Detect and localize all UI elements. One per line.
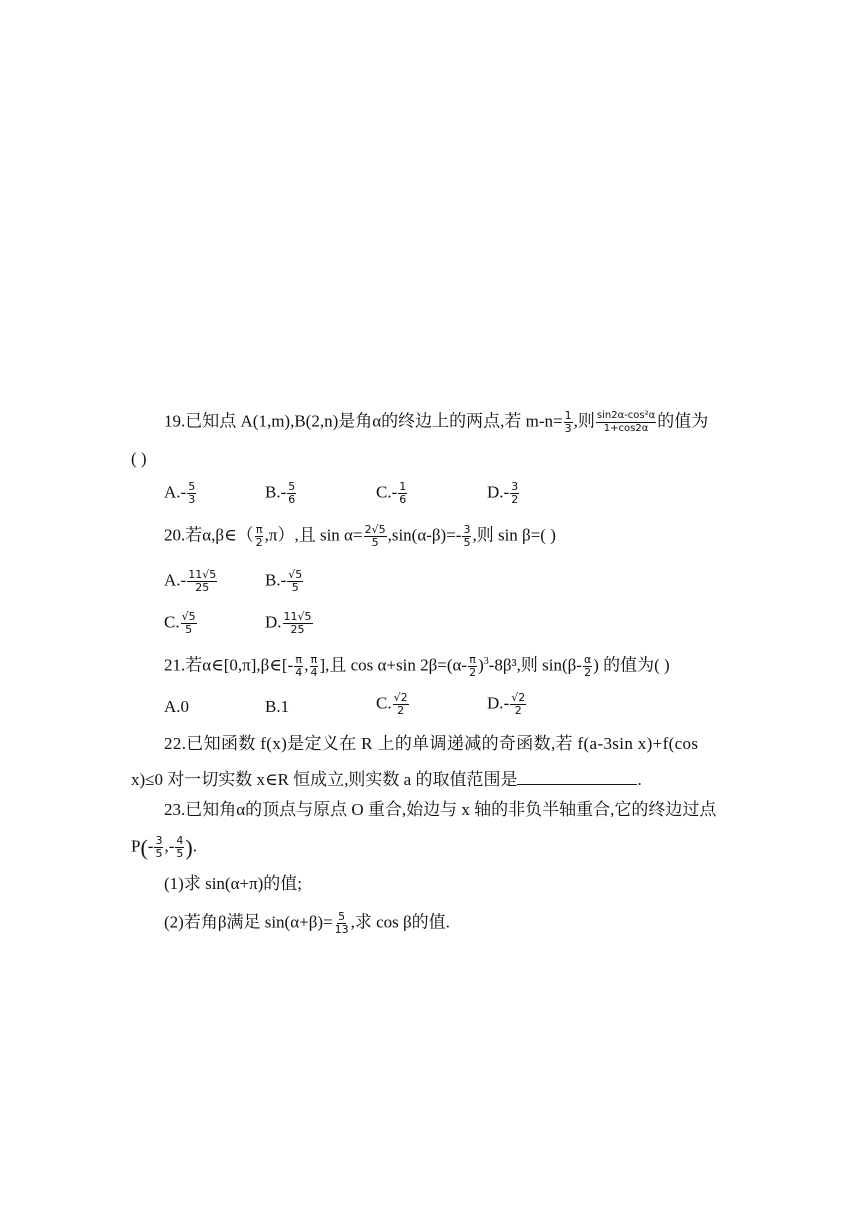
q20-fraction-3: $\frac{3}{5}$ (463, 523, 471, 549)
q21-stem: 21.若α∈[0,π],β∈[- $\frac{\pi}{4}$ , $\frac{\pi}{4}$ ],且 cos α+sin 2β=(α- $\frac{\pi}{2}$ )$^3$-8β³,则 sin(β- $\frac{\alpha}{2}$ ) 的值为( ) (164, 653, 670, 680)
q21-option-b: B.1 (265, 697, 290, 716)
q19-option-c: C.- $\frac{1}{6}$ (376, 480, 407, 506)
q20-stem: 20.若α,β∈（ $\frac{\pi}{2}$ ,π）,且 sin α= $\frac{2√5}{5}$ ,sin(α-β)=- $\frac{3}{5}$ ,则 sin β=( ) (164, 523, 556, 549)
q21-option-d: D.- $\frac{√2}{2}$ (487, 691, 526, 717)
q21-fraction-2: $\frac{\pi}{4}$ (310, 653, 318, 680)
q21-fraction-4: $\frac{\alpha}{2}$ (583, 653, 592, 680)
q19-option-a: A.- $\frac{5}{3}$ (164, 480, 196, 506)
q20-option-d: D. $\frac{11√5}{25}$ (265, 610, 312, 636)
q19-text3: 的值为 (657, 411, 709, 431)
q19-stem (164, 410, 708, 435)
q23-point: P(- $\frac{3}{5}$ ,- $\frac{4}{5}$ ). (131, 834, 197, 860)
q23-sub-2: (2)若角β满足 sin(α+β)= $\frac{5}{13}$ ,求 cos β的值. (164, 910, 450, 936)
q19-option-d: D.- $\frac{3}{2}$ (487, 480, 519, 506)
q20-option-c: C. $\frac{√5}{5}$ (164, 610, 196, 636)
q19-fraction-1: $\frac{1}{3}$ (564, 409, 572, 435)
q21-fraction-3: $\frac{\pi}{2}$ (469, 653, 477, 680)
q22-answer-blank[interactable] (517, 768, 637, 785)
q20-option-b: B.- $\frac{√5}{5}$ (265, 568, 303, 594)
q21-option-a: A.0 (164, 697, 190, 716)
q20-fraction-1: $\frac{\pi}{2}$ (255, 523, 263, 549)
q19-text1: 19.已知点 A(1,m),B(2,n)是角α的终边上的两点,若 m-n= (164, 411, 563, 431)
q19-option-b: B.- $\frac{5}{6}$ (265, 480, 296, 506)
q19-text2: ,则 (573, 411, 595, 431)
q19-fraction-2: $\frac{\text{sin2α-cos²α}}{1+\cos 2\alpha}$ (596, 410, 656, 434)
q21-fraction-1: $\frac{\pi}{4}$ (295, 653, 303, 680)
q19-answer-bracket: ( ) (131, 449, 147, 468)
q20-fraction-2: $\frac{2√5}{5}$ (364, 523, 386, 549)
q20-option-a: A.- $\frac{11√5}{25}$ (164, 568, 217, 594)
q22-line-2: x)≤0 对一切实数 x∈R 恒成立,则实数 a 的取值范围是 . (131, 770, 642, 789)
q21-option-c: C. $\frac{√2}{2}$ (376, 691, 408, 717)
q22-line-1: 22.已知函数 f(x)是定义在 R 上的单调递减的奇函数,若 f(a-3sin x)+f(cos (164, 734, 699, 753)
q23-sub-1: (1)求 sin(α+π)的值; (164, 874, 303, 893)
q23-fraction: $\frac{5}{13}$ (334, 910, 349, 936)
q23-line-1: 23.已知角α的顶点与原点 O 重合,始边与 x 轴的非负半轴重合,它的终边过点 (164, 800, 717, 819)
